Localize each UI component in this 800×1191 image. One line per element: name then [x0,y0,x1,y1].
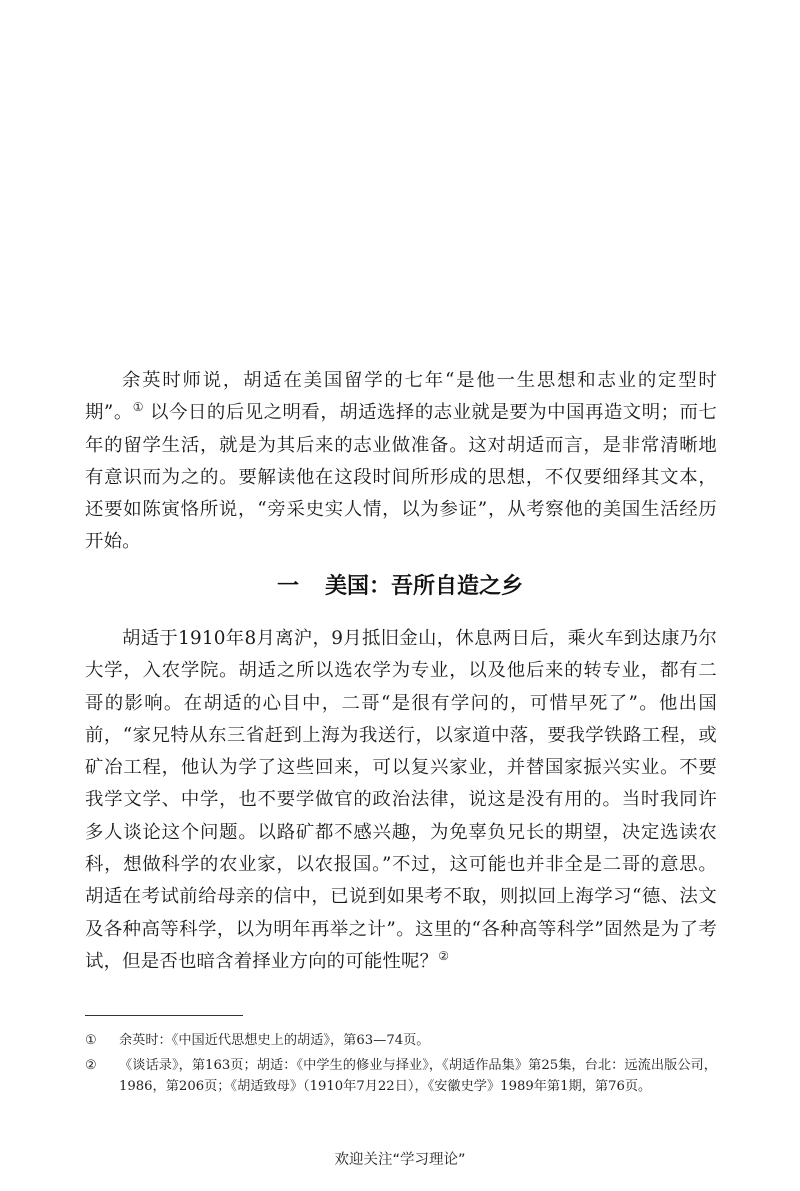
intro-text-part-1: 余英时师说，胡适在美国留学的七年“是他一生思想和志业的定型时期”。 [85,370,717,424]
footnote-text: 《谈话录》，第163页；胡适：《中学生的修业与择业》，《胡适作品集》第25集，台北：远流出版公司，1986，第206页；《胡适致母》（1910年7月22日），《安徽史学》1989年第1期，第76页。 [119,1057,717,1094]
page-footer: 欢迎关注“学习理论” [334,1152,466,1168]
footnote-divider [85,1015,243,1016]
body-text: 胡适于1910年8月离沪，9月抵旧金山，休息两日后，乘火车到达康乃尔大学，入农学院。胡适之所以选农学为专业，以及他后来的转专业，都有二哥的影响。在胡适的心目中，二哥“是很有学问的，可惜早死了”。他出国前，“家兄特从东三省赶到上海为我送行，以家道中落，要我学铁路工程，或矿冶工程，他认为学了这些回来，可以复兴家业，并替国家振兴实业。不要我学文学、中学，也不要学做官的政治法律，说这是没有用的。当时我同许多人谈论这个问题。以路矿都不感兴趣，为免辜负兄长的期望，决定选读农科，想做科学的农业家，以农报国。”不过，这可能也并非全是二哥的意思。胡适在考试前给母亲的信中，已说到如果考不取，则拟回上海学习“德、法文及各种高等科学，以为明年再举之计”。这里的“各种高等科学”固然是为了考试，但是否也暗含着择业方向的可能性呢？ [85,628,717,972]
footnote-2 [85,1055,717,1098]
footnotes [85,1030,717,1101]
section-heading [0,567,800,607]
section-number: 一 [276,574,299,599]
footnote-text: 余英时：《中国近代思想史上的胡适》，第63—74页。 [119,1033,430,1048]
intro-text-part-2: 以今日的后见之明看，胡适选择的志业就是要为中国再造文明；而七年的留学生活，就是为其后来的志业做准备。这对胡适而言，是非常清晰地有意识而为之的。要解读他在这段时间所形成的思想，不仅要细绎其文本，还要如陈寅恪所说，“旁采史实人情，以为参证”，从考察他的美国生活经历开始。 [85,402,717,553]
footnote-ref-2[interactable]: ② [438,948,449,963]
body-paragraph [85,623,717,978]
section-title: 美国：吾所自造之乡 [325,574,524,599]
footnote-marker: ① [85,1033,97,1048]
intro-paragraph [85,365,717,559]
footnote-marker: ② [85,1057,97,1073]
footnote-ref-1[interactable]: ① [132,400,144,415]
footnote-1 [85,1030,717,1052]
